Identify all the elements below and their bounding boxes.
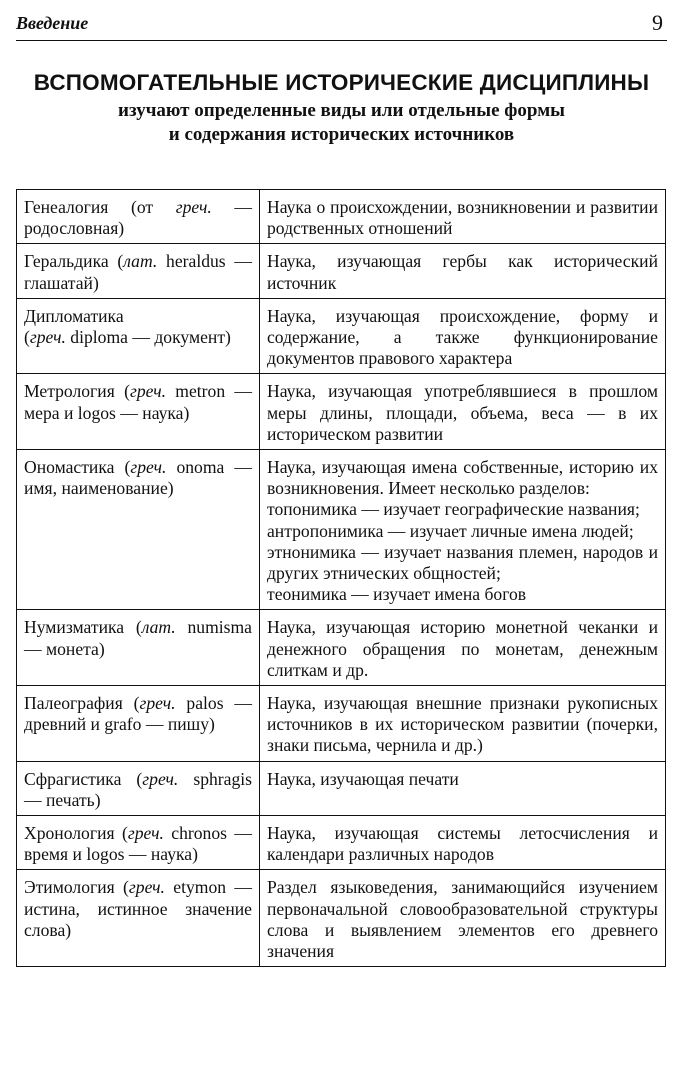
definition-text: Наука о происхождении, возникновении и развитии родственных отношений bbox=[267, 197, 658, 239]
term-name: Сфрагистика bbox=[24, 768, 122, 789]
term-language: греч. bbox=[175, 197, 212, 217]
term-etymology: diploma — документ bbox=[70, 327, 226, 348]
term-etymology: etymon — истина, истинное значение слова bbox=[24, 877, 252, 940]
section-name: Введение bbox=[16, 13, 89, 33]
term-cell: Ономастика (греч. onoma — имя, наименование) bbox=[17, 450, 260, 610]
term-language: греч. bbox=[29, 327, 66, 348]
term-etymology: heraldus — глашатай bbox=[24, 251, 252, 293]
definition-text: Наука, изучающая печати bbox=[267, 768, 459, 789]
table-row bbox=[17, 374, 666, 450]
table-row bbox=[17, 190, 666, 244]
term-name: Ономастика bbox=[24, 457, 115, 478]
term-language: лат. bbox=[141, 617, 176, 638]
definition-cell bbox=[260, 244, 666, 298]
term-language: лат. bbox=[123, 251, 158, 272]
term-cell: Генеалогия (от греч. — родословная) bbox=[17, 190, 260, 244]
term-language: греч. bbox=[142, 768, 179, 789]
definition-cell bbox=[260, 686, 666, 762]
subtitle-line: изучают определенные виды или отдельные формы bbox=[118, 100, 565, 121]
term-etymology: palos — древний и grafo — пишу bbox=[24, 693, 252, 735]
term-cell: Метрология (греч. metron — мера и logos — наука) bbox=[17, 374, 260, 450]
term-cell: Этимология (греч. etymon — истина, истинное значение слова) bbox=[17, 870, 260, 967]
term-cell: Геральдика (лат. heraldus — глашатай) bbox=[17, 244, 260, 298]
term-cell: Дипломатика (греч. diploma — документ) bbox=[17, 298, 260, 374]
term-language: греч. bbox=[129, 381, 166, 402]
term-cell: Нумизматика (лат. numisma — монета) bbox=[17, 610, 260, 686]
table-row bbox=[17, 450, 666, 610]
term-language: греч. bbox=[127, 823, 164, 844]
term-etymology: sphragis — печать bbox=[24, 768, 252, 810]
table-row bbox=[17, 244, 666, 298]
definition-cell bbox=[260, 870, 666, 967]
definition-text: Наука, изучающая внешние признаки рукописных источников в их историческом развитии (почерки, знаки письма, чернила и др.) bbox=[267, 693, 658, 756]
subtitle bbox=[0, 99, 683, 147]
term-language: греч. bbox=[139, 693, 176, 714]
definition-text: Наука, изучающая историю монетной чеканки и денежного обращения по монетам, денежным слиткам и др. bbox=[267, 617, 658, 680]
term-name: Метрология bbox=[24, 381, 115, 402]
disciplines-table bbox=[16, 189, 666, 967]
term-name: Дипломатика bbox=[24, 305, 124, 326]
definition-text: Наука, изучающая употреблявшиеся в прошлом меры длины, площади, объема, веса — в их историческом развитии bbox=[267, 381, 658, 444]
table-row bbox=[17, 686, 666, 762]
page-title: ВСПОМОГАТЕЛЬНЫЕ ИСТОРИЧЕСКИЕ ДИСЦИПЛИНЫ bbox=[33, 70, 650, 95]
term-cell: Палеография (греч. palos — древний и grafo — пишу) bbox=[17, 686, 260, 762]
definition-cell bbox=[260, 610, 666, 686]
definition-text: Наука, изучающая гербы как исторический источник bbox=[267, 251, 658, 293]
term-etymology: numisma — монета bbox=[24, 617, 252, 659]
definition-cell bbox=[260, 450, 666, 610]
definition-text: Наука, изучающая имена собственные, историю их возникновения. Имеет несколько разделов: bbox=[267, 457, 658, 499]
definition-cell bbox=[260, 374, 666, 450]
table-row bbox=[17, 816, 666, 870]
term-etymology: onoma — имя, наименование bbox=[24, 457, 252, 499]
page-number: 9 bbox=[652, 10, 663, 35]
running-header bbox=[16, 10, 667, 41]
term-etymology: metron — мера и logos — наука bbox=[24, 381, 252, 423]
definition-subsection: топонимика — изучает географические названия; bbox=[267, 499, 640, 520]
term-name: Палеография bbox=[24, 693, 123, 714]
term-language: греч. bbox=[128, 877, 165, 898]
term-etymology: родословная bbox=[24, 218, 119, 239]
term-name: Геральдика bbox=[24, 251, 109, 272]
table-row bbox=[17, 298, 666, 374]
definition-subsection: теонимика — изучает имена богов bbox=[267, 584, 527, 605]
definition-cell bbox=[260, 298, 666, 374]
definition-text: Наука, изучающая системы летосчисления и календари различных народов bbox=[267, 823, 658, 865]
definition-cell bbox=[260, 761, 666, 815]
term-name: Нумизматика bbox=[24, 617, 125, 638]
definition-subsection: антропонимика — изучает личные имена людей; bbox=[267, 520, 634, 541]
term-name: Этимология bbox=[24, 877, 115, 898]
definition-text: Наука, изучающая происхождение, форму и содержание, а также функционирование документов правового характера bbox=[267, 305, 658, 369]
term-etymology: chronos — время и logos — наука bbox=[24, 823, 252, 865]
term-language: греч. bbox=[130, 457, 167, 478]
table-row bbox=[17, 610, 666, 686]
table-row bbox=[17, 761, 666, 815]
term-cell: Хронология (греч. chronos — время и logos — наука) bbox=[17, 816, 260, 870]
term-name: Генеалогия bbox=[24, 197, 109, 217]
definition-text: Раздел языковедения, занимающийся изучением первоначальной словообразовательной структуры слова и выявлением элементов его древнего значения bbox=[267, 877, 658, 962]
definition-cell bbox=[260, 816, 666, 870]
table-row bbox=[17, 870, 666, 967]
term-cell: Сфрагистика (греч. sphragis — печать) bbox=[17, 761, 260, 815]
subtitle-line: и содержания исторических источников bbox=[168, 124, 515, 145]
definition-subsection: этнонимика — изучает названия племен, народов и других этнических общностей; bbox=[267, 541, 658, 584]
definition-cell bbox=[260, 190, 666, 244]
term-name: Хронология bbox=[24, 823, 115, 844]
table-body bbox=[17, 190, 666, 967]
